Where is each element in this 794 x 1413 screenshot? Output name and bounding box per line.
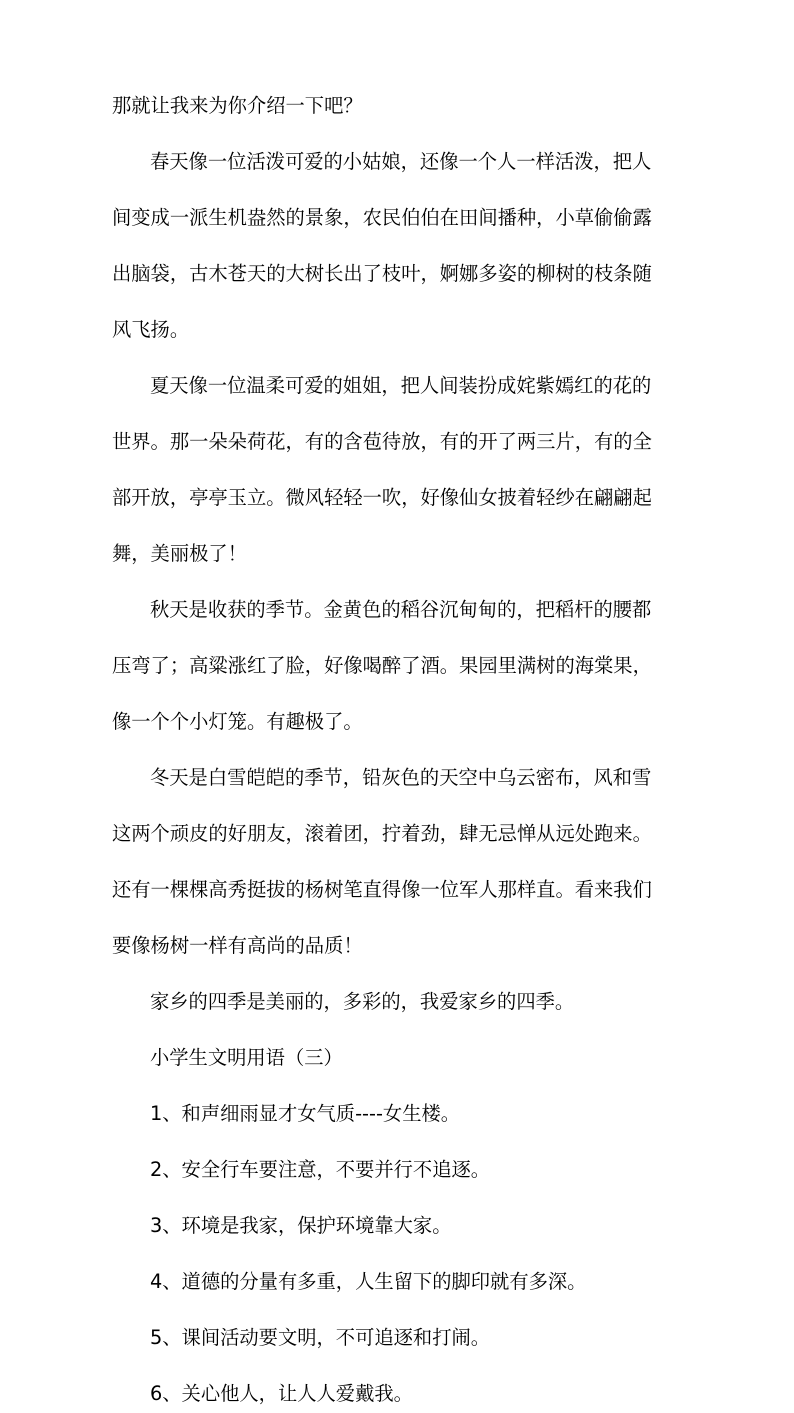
intro-line: 那就让我来为你介绍一下吧？ (112, 94, 363, 117)
paragraph-line: 还有一棵棵高秀挺拔的杨树笔直得像一位军人那样直。看来我们 (112, 878, 652, 901)
paragraph-line: 舞，美丽极了！ (112, 542, 247, 565)
paragraph-line: 压弯了；高粱涨红了脸，好像喝醉了酒。果园里满树的海棠果， (112, 654, 652, 677)
list-item: 4、道德的分量有多重，人生留下的脚印就有多深。 (150, 1270, 587, 1293)
section-title: 小学生文明用语（三） (150, 1046, 343, 1069)
closing-line: 家乡的四季是美丽的，多彩的，我爱家乡的四季。 (150, 990, 575, 1013)
paragraph-line: 秋天是收获的季节。金黄色的稻谷沉甸甸的，把稻杆的腰都 (150, 598, 652, 621)
paragraph-line: 冬天是白雪皑皑的季节，铅灰色的天空中乌云密布，风和雪 (150, 766, 652, 789)
paragraph-line: 部开放，亭亭玉立。微风轻轻一吹，好像仙女披着轻纱在翩翩起 (112, 486, 652, 509)
rules-list (112, 1095, 692, 1413)
list-item: 3、环境是我家，保护环境靠大家。 (150, 1214, 452, 1237)
paragraph-line: 夏天像一位温柔可爱的姐姐，把人间装扮成姹紫嫣红的花的 (150, 374, 652, 397)
paragraph-autumn (112, 591, 692, 741)
paragraph-summer (112, 367, 692, 573)
paragraph-line: 间变成一派生机盎然的景象，农民伯伯在田间播种，小草偷偷露 (112, 206, 652, 229)
paragraph-line: 这两个顽皮的好朋友，滚着团，拧着劲，肆无忌惮从远处跑来。 (112, 822, 652, 845)
list-item: 2、安全行车要注意，不要并行不追逐。 (150, 1158, 491, 1181)
paragraph-line: 风飞扬。 (112, 318, 190, 341)
paragraph-winter (112, 759, 692, 965)
paragraph-line: 春天像一位活泼可爱的小姑娘，还像一个人一样活泼，把人 (150, 150, 652, 173)
paragraph-line: 出脑袋，古木苍天的大树长出了枝叶，婀娜多姿的柳树的枝条随 (112, 262, 652, 285)
document-page (112, 87, 692, 1413)
list-item: 5、课间活动要文明，不可追逐和打闹。 (150, 1326, 491, 1349)
list-item: 6、关心他人，让人人爱戴我。 (150, 1382, 413, 1405)
paragraph-line: 世界。那一朵朵荷花，有的含苞待放，有的开了两三片，有的全 (112, 430, 652, 453)
list-item: 1、和声细雨显才女气质----女生楼。 (150, 1102, 461, 1125)
paragraph-line: 要像杨树一样有高尚的品质！ (112, 934, 363, 957)
paragraph-line: 像一个个小灯笼。有趣极了。 (112, 710, 363, 733)
paragraph-spring (112, 143, 692, 349)
